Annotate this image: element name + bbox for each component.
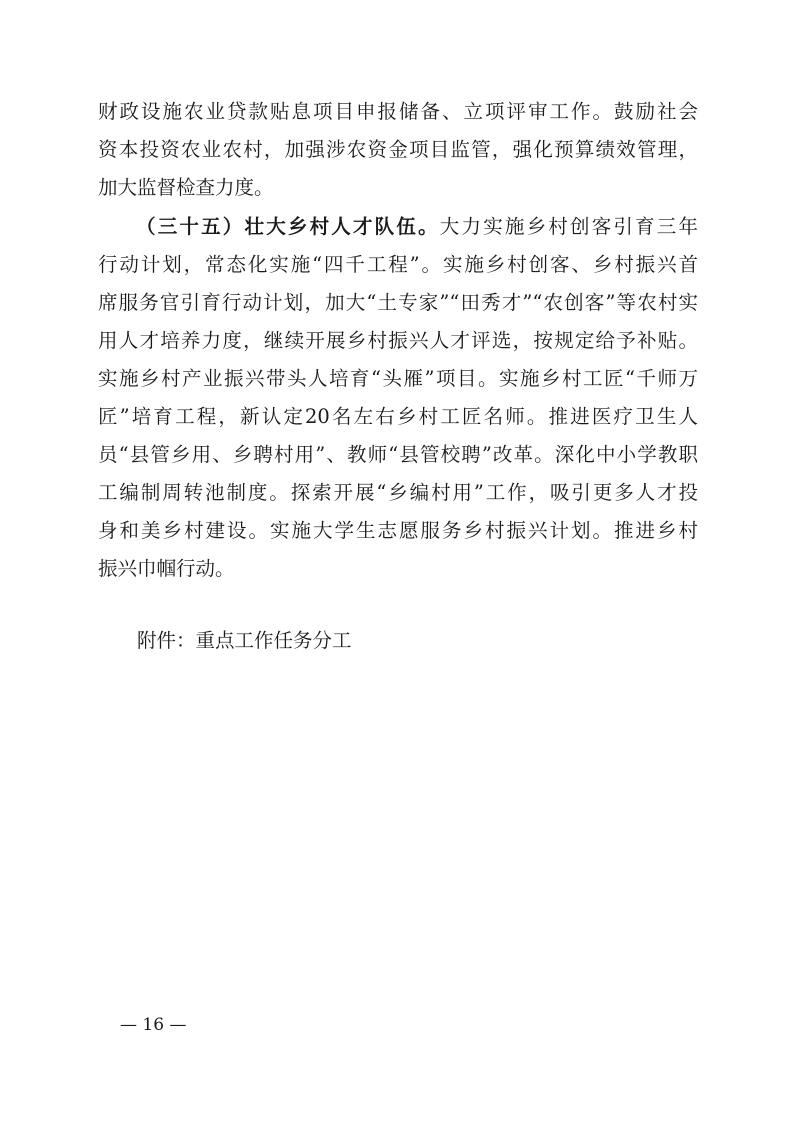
paragraph-2-line-4: 用人才培养力度，继续开展乡村振兴人才评选，按规定给予补贴。 xyxy=(98,329,698,352)
attachment-note: 附件：重点工作任务分工 xyxy=(137,629,352,652)
paragraph-2-line-1-text: 大力实施乡村创客引育三年 xyxy=(439,215,698,238)
paragraph-1-line-1: 财政设施农业贷款贴息项目申报储备、立项评审工作。鼓励社会 xyxy=(98,100,698,123)
paragraph-1-line-2: 资本投资农业农村，加强涉农资金项目监管，强化预算绩效管理， xyxy=(98,138,698,161)
paragraph-2-line-8: 工编制周转池制度。探索开展“乡编村用”工作，吸引更多人才投 xyxy=(98,481,698,504)
paragraph-2-line-9: 身和美乡村建设。实施大学生志愿服务乡村振兴计划。推进乡村 xyxy=(98,519,698,542)
section-heading: （三十五）壮大乡村人才队伍。 xyxy=(136,215,440,238)
paragraph-2-line-10: 振兴巾帼行动。 xyxy=(98,557,235,580)
paragraph-1-line-3: 加大监督检查力度。 xyxy=(98,176,274,199)
paragraph-2-line-2: 行动计划，常态化实施“四千工程”。实施乡村创客、乡村振兴首 xyxy=(98,253,698,276)
page-number: — 16 — xyxy=(120,1015,187,1035)
paragraph-2-line-7: 员“县管乡用、乡聘村用”、教师“县管校聘”改革。深化中小学教职 xyxy=(98,443,698,466)
paragraph-2-line-5: 实施乡村产业振兴带头人培育“头雁”项目。实施乡村工匠“千师万 xyxy=(98,367,698,390)
paragraph-2-line-6: 匠”培育工程，新认定20名左右乡村工匠名师。推进医疗卫生人 xyxy=(98,405,698,428)
paragraph-2-line-3: 席服务官引育行动计划，加大“土专家”“田秀才”“农创客”等农村实 xyxy=(98,291,698,314)
paragraph-2-line-1 xyxy=(136,215,698,239)
